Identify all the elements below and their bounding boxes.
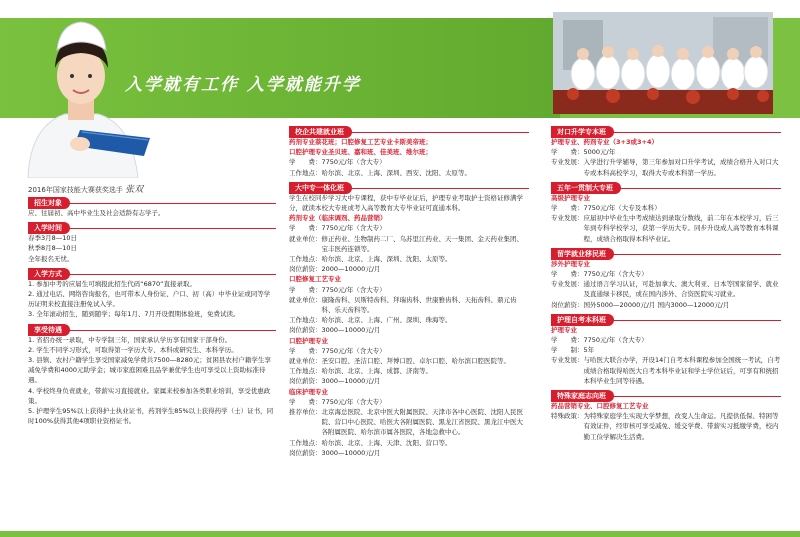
caption: 2016年国家技能大赛获奖选手 张双 (28, 185, 144, 195)
section-header: 入学时间 (28, 222, 70, 234)
section-header: 享受待遇 (28, 324, 70, 336)
section-header: 留学就业移民班 (551, 248, 614, 260)
section-header: 大中专一体化班 (289, 182, 352, 194)
nurse-image (10, 6, 155, 178)
section-header: 入学方式 (28, 268, 70, 280)
section-header: 校企共建就业班 (289, 126, 352, 138)
bottom-bar (0, 531, 800, 537)
section-header: 五年一贯制大专班 (551, 182, 621, 194)
nurses-photo (553, 12, 773, 114)
signature: 张双 (125, 185, 144, 195)
left-column: 招生对象 应、往届初、高中毕业生及社会适龄有志学子。 入学时间 春季3月8—10日 秋季8月8—10日 全年报名无忧。 入学方式 1. 参加中考的应届生可填报此招生代码“6870”直接录取。 2. 通过电话、网络咨询报名，也可带本人身份证、户口、初（高）中毕业证或同等学历证明来校直接注册免试入学。 3. 全年滚动招生，随到随学；每年1月、7月开设假期体验班，免费试读。 享受待遇 1. 省招办统一录取，中专学制三年，国家承认学历享有国家干部身份。 2. 学生不同学习形式，可取得第一学历大专、本科或研究生、本科学历。 3. 县镇、农村户籍学生享受国家减免学费共7500—8280元；贫困县农村户籍学生享减免学费和4000元助学金；城市家庭困难且品学兼优学生也可享受以上资助标准待遇。 4. 学校终身负责就业，带薪实习直接就业。家属来校参加各类职业培训，享受优惠政策。 5. 护理学生95%以上获得护士执业证书，药剂学生85%以上获得药学（士）证书，同时100%获得其他4项职业资格证书。 (28, 197, 276, 426)
section-header: 对口升学专本班 (551, 126, 614, 138)
right-column: 对口升学专本班 护理专业、药剂专业（3+3或3+4） 学 费： 5000元/年 专业发展： 入学进行升学辅导，第三年参加对口升学考试，成绩合格升入对口大专或本科高校学习，取得大专或本科第一学历。 五年一贯制大专班 高级护理专业 学 费： 7750元/年（大专及本科） 专业发展： 应届初中毕业生中考成绩达到录取分数线，前二年在本校学习，后三年到专科学校学习，获第一学历大专。同步升设成人高等教育本科课程，成绩合格取得本科毕业证。 留学就业移民班 涉外护理专业 学 费： 7750元/年（含大专） 专业发展： 通过语言学习认证，可赴加拿大、澳大利亚、日本等国家留学、就业及直通绿卡移民，或在国内涉外、合资医院实习就业。 岗位薪资： 国外5000—20000元/月 国内3000—12000元/月 护理自考本科班 护理专业 学 费： 7750元/年（含大专） 学 制： 5年 专业发展： 与哈医大联合办学，开设14门自考本科课程参加全国统一考试，自考成绩合格取得哈医大自考本科毕业证和学士学位证后，可享有和统招本科毕业生同等待遇。 特殊家庭志向班 药品营销专业、口腔修复工艺专业 特殊政策： 为特殊家庭学生实现大学梦想，改变人生命运。凡提供低保、特困等有效证件，经审核可享受减免、缓交学费、带薪实习抵缴学费，校内勤工俭学解决生活费。 (551, 128, 781, 441)
slogan: 入学就有工作 入学就能升学 (125, 75, 361, 95)
section-header: 招生对象 (28, 197, 70, 209)
section-header: 特殊家庭志向班 (551, 390, 614, 402)
section-header: 护理自考本科班 (551, 314, 614, 326)
middle-column: 校企共建就业班 药剂专业萘花班；口腔修复工艺专业卡斯美帝班； 口腔护理专业圣贝班、嘉和班、佳美班、维尔班； 学 费： 7750元/年（含大专） 工作地点： 哈尔滨、北京、上海、深圳、西安、沈阳、太原等。 大中专一体化班 学生在校同步学习大中专课程，获中专毕业证后，护理专业考取护士资格证修满学分，就读本校大专班或考入高等教育大专毕业证可直通本科。 药剂专业（临床调剂、药品营销） 学 费： 7750元/年（含大专） 就业单位： 修正药业、生物制药二厂、乌苏里江药业、天一集团、金天药业集团、宝丰医药连锁等。 工作地点： 哈尔滨、北京、上海、深圳、沈阳、太原等。 岗位薪资： 2000—10000元/月 口腔修复工艺专业 学 费： 7750元/年（含大专） 就业单位： 康隆齿科、贝斯特齿科、拜瑞齿科、世康雅齿科、天拓齿科、鼎元齿科、乐天齿科等。 工作地点： 哈尔滨、北京、上海、广州、深圳、珠海等。 岗位薪资： 3000—10000元/月 口腔护理专业 学 费： 7750元/年（含大专） 就业单位： 圣安口腔、圣洁口腔、拜博口腔、卓尔口腔、哈尔滨口腔医院等。 工作地点： 哈尔滨、北京、上海、成都、济南等。 岗位薪资： 3000—10000元/月 临床护理专业 学 费： 7750元/年（含大专） 推荐单位： 北京海总医院、北京中医大附属医院、天津市各中心医院、沈阳人民医院、营口中心医院、哈医大各附属医院、黑龙江省医院、黑龙江中医大各附属医院、哈尔滨市属各医院，各地急救中心。 工作地点： 哈尔滨、北京、上海、天津、沈阳、营口等。 岗位薪资： 3000—10000元/月 (289, 126, 529, 458)
